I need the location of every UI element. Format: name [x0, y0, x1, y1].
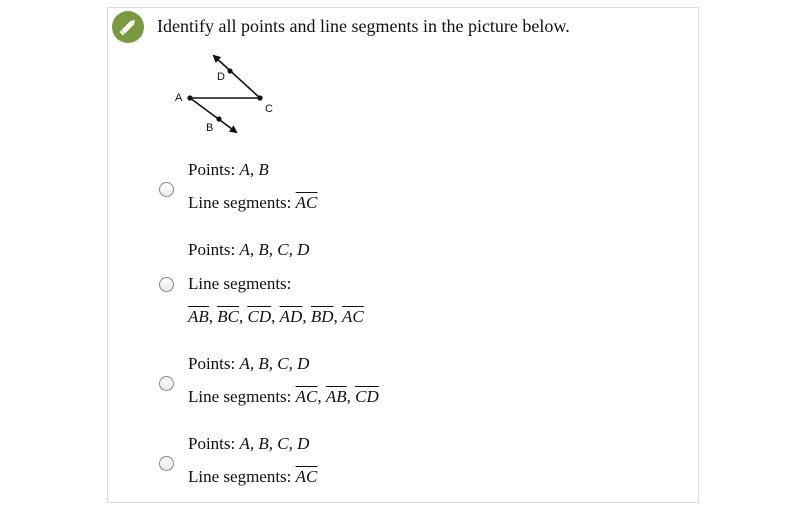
segment-label: $\overline{AC}$ — [295, 193, 318, 212]
option-1-radio[interactable] — [159, 182, 174, 197]
option-2-segments-list: $\overline{AB}$, $\overline{BC}$, $\overline{CD}$, $\overline{AD}$, $\overline{BD}$, $\overline{AC}$ — [188, 307, 364, 326]
option-4-segments: Line segments: $\overline{AC}$ — [188, 467, 318, 486]
option-4-points: Points: A, B, C, D — [188, 434, 310, 453]
option-4-points-list: A, B, C, D — [239, 434, 310, 453]
option-3-segments: Line segments: $\overline{AC}$, $\overline{AB}$, $\overline{CD}$ — [188, 387, 379, 406]
segment-label: $\overline{AD}$ — [279, 307, 303, 326]
point-d — [227, 68, 232, 73]
option-2-points: Points: A, B, C, D — [188, 240, 310, 259]
segment-label: $\overline{CD}$ — [355, 387, 379, 406]
segment-label: $\overline{CD}$ — [247, 307, 272, 326]
label-a: A — [175, 92, 183, 104]
option-2-segments-label: Line segments: — [188, 274, 292, 293]
geometry-figure — [170, 50, 280, 140]
point-b — [216, 116, 221, 121]
segment-label: $\overline{AC}$ — [295, 387, 318, 406]
segment-label: $\overline{AC}$ — [295, 467, 318, 486]
segment-label: $\overline{AB}$ — [325, 387, 347, 406]
label-b: B — [206, 122, 214, 134]
segment-label: $\overline{BD}$ — [310, 307, 334, 326]
question-text: Identify all points and line segments in the picture below. — [157, 16, 570, 36]
segment-label: $\overline{AC}$ — [341, 307, 364, 326]
label-d: D — [217, 71, 225, 83]
segment-label: $\overline{AB}$ — [188, 307, 209, 326]
pencil-icon — [112, 11, 144, 43]
label-c: C — [265, 103, 273, 115]
point-c — [257, 95, 262, 100]
option-3-radio[interactable] — [159, 376, 174, 391]
option-4-radio[interactable] — [159, 456, 174, 471]
segment-label: $\overline{BC}$ — [217, 307, 240, 326]
option-1-points-list: A, B — [239, 160, 269, 179]
point-a — [187, 95, 192, 100]
option-2-points-list: A, B, C, D — [239, 240, 310, 259]
option-2-radio[interactable] — [159, 277, 174, 292]
option-1-points: Points: A, B — [188, 160, 269, 179]
option-1-segments: Line segments: $\overline{AC}$ — [188, 193, 318, 212]
option-3-points-list: A, B, C, D — [239, 354, 310, 373]
option-3-points: Points: A, B, C, D — [188, 354, 310, 373]
